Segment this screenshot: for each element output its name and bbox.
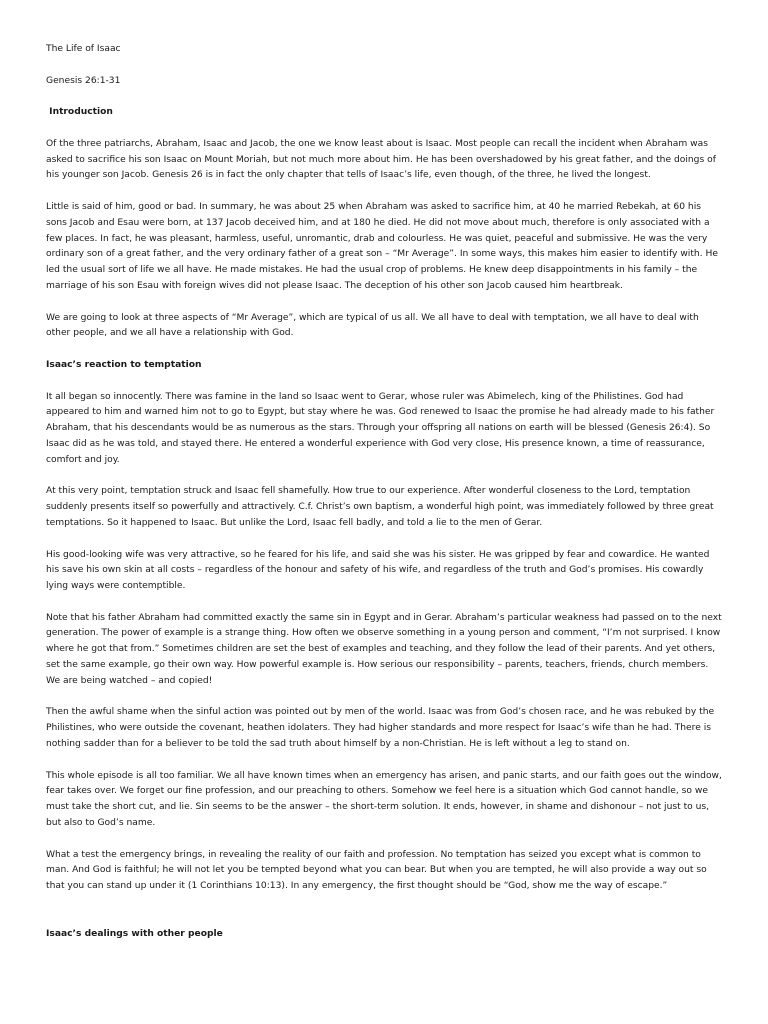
paragraph: Little is said of him, good or bad. In summary, he was about 25 when Abraham was asked to sacrifice him, at 40 he married Rebekah, at 60 his sons Jacob and Esau were born, at 137 Jacob deceived him, and at 180 he died. He did not move about much, therefore is only associated with a few places. In fact, he was pleasant, harmless, useful, unromantic, drab and colourless. He was quiet, peaceful and submissive. He was the very ordinary son of a great father, and the very ordinary father of a great son – “Mr Average”. In some ways, this makes him easier to identify with. He led the usual sort of life we all have. He made mistakes. He had the usual crop of problems. He knew deep disappointments in his family – the marriage of his son Esau with foreign wives did not please Isaac. The deception of his other son Jacob caused him heartbreak. (46, 201, 718, 291)
paragraph: We are going to look at three aspects of “Mr Average”, which are typical of us all. We all have to deal with temptation, we all have to deal with other people, and we all have a relationship with God. (46, 312, 699, 339)
paragraph: Note that his father Abraham had committed exactly the same sin in Egypt and in Gerar. Abraham’s particular weakness had passed on to the next generation. The power of example is a strange thing. How often we observe something in a young person and comment, “I’m not surprised. I know where he got that from.” Sometimes children are set the best of examples and teaching, and they follow the lead of their parents. And yet others, set the same example, go their own way. How powerful example is. How serious our responsibility – parents, teachers, friends, church members. We are being watched – and copied! (46, 612, 722, 686)
section-heading: Isaac’s reaction to temptation (46, 359, 202, 370)
section-heading: Isaac’s dealings with other people (46, 928, 223, 939)
paragraph: Of the three patriarchs, Abraham, Isaac and Jacob, the one we know least about is Isaac. Most people can recall the incident when Abraham was asked to sacrifice his son Isaac on Mount Moriah, but not much more about him. He has been overshadowed by his great father, and the doings of his younger son Jacob. Genesis 26 is in fact the only chapter that tells of Isaac’s life, even though, of the three, he lived the longest. (46, 138, 716, 181)
paragraph: Then the awful shame when the sinful action was pointed out by men of the world. Isaac was from God’s chosen race, and he was rebuked by the Philistines, who were outside the covenant, heathen idolaters. They had higher standards and more respect for Isaac’s wife than he had. There is nothing sadder than for a believer to be told the sad truth about himself by a non-Christian. He is left without a leg to stand on. (46, 707, 715, 750)
paragraph: What a test the emergency brings, in revealing the reality of our faith and profession. No temptation has seized you except what is common to man. And God is faithful; he will not let you be tempted beyond what you can bear. But when you are tempted, he will also provide a way out so that you can stand up under it (1 Corinthians 10:13). In any emergency, the first thought should be “God, show me the way of escape.” (46, 849, 707, 892)
paragraph: His good-looking wife was very attractive, so he feared for his life, and said she was his sister. He was gripped by fear and cowardice. He wanted his save his own skin at all costs – regardless of the honour and safety of his wife, and regardless of the truth and God’s promises. His cowardly lying ways were contemptible. (46, 549, 710, 592)
document-body (46, 42, 724, 958)
paragraph: It all began so innocently. There was famine in the land so Isaac went to Gerar, whose ruler was Abimelech, king of the Philistines. God had appeared to him and warned him not to go to Egypt, but stay where he was. God renewed to Isaac the promise he had already made to his father Abraham, that his descendants would be as numerous as the stars. Through your offspring all nations on earth will be blessed (Genesis 26:4). So Isaac did as he was told, and stayed there. He entered a wonderful experience with God very close, His presence known, a time of reassurance, comfort and joy. (46, 391, 715, 465)
document-title: The Life of Isaac (46, 44, 121, 54)
paragraph: At this very point, temptation struck and Isaac fell shamefully. How true to our experience. After wonderful closeness to the Lord, temptation suddenly presents itself so powerfully and attractively. C.f. Christ’s own baptism, a wonderful high point, was immediately followed by three great temptations. So it happened to Isaac. But unlike the Lord, Isaac fell badly, and told a lie to the men of Gerar. (46, 486, 714, 528)
paragraph: This whole episode is all too familiar. We all have known times when an emergency has arisen, and panic starts, and our faith goes out the window, fear takes over. We forget our fine profession, and our preaching to others. Somehow we feel here is a situation which God cannot handle, so we must take the short cut, and lie. Sin seems to be the answer – the short-term solution. It ends, however, in shame and dishonour – not just to us, but also to God’s name. (46, 770, 722, 829)
introduction-heading: Introduction (46, 107, 113, 118)
scripture-reference: Genesis 26:1-31 (46, 75, 121, 86)
